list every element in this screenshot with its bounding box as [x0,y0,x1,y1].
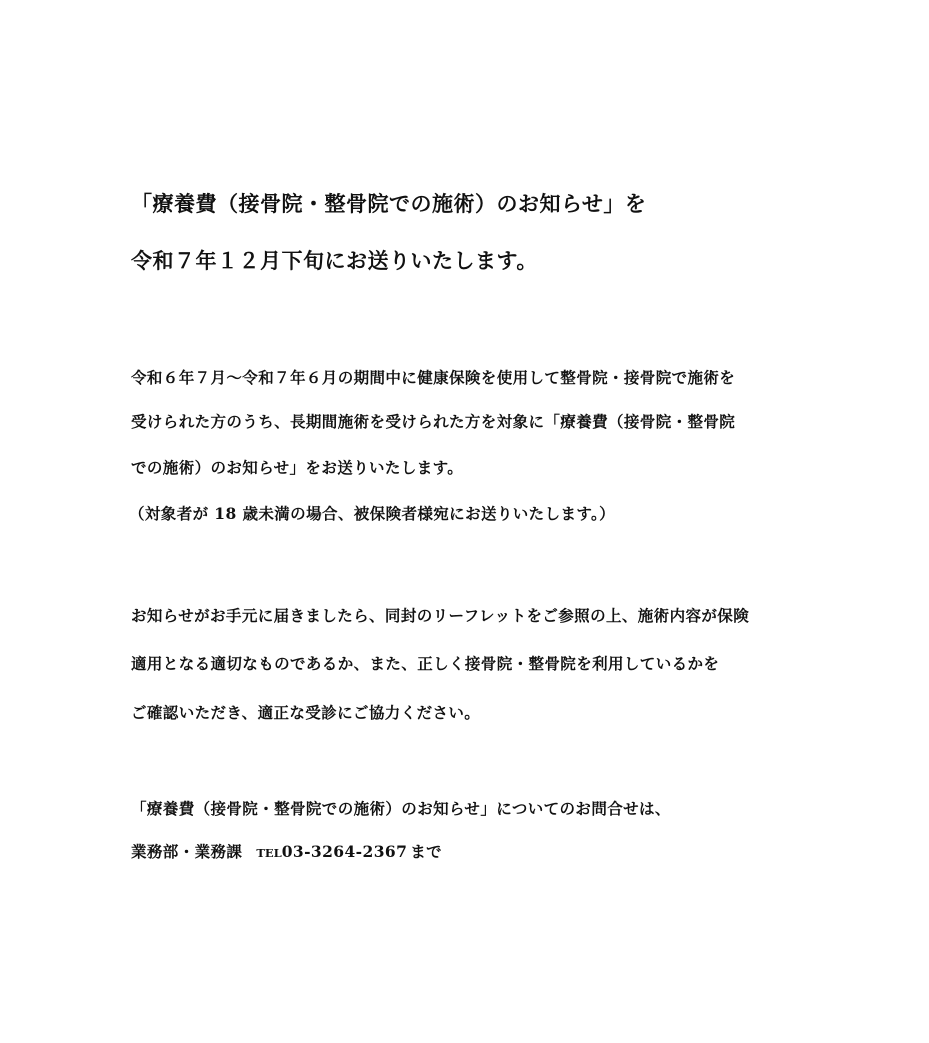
paragraph-line: お知らせがお手元に届きましたら、同封のリーフレットをご参照の上、施術内容が保険 [131,606,750,625]
telephone-mark: TEL [256,846,282,860]
paragraph-line: での施術）のお知らせ」をお送りいたします。 [131,458,464,477]
paragraph-line: 受けられた方のうち、長期間施術を受けられた方を対象に「療養費（接骨院・整骨院 [131,412,736,431]
paragraph-line: 適用となる適切なものであるか、また、正しく接骨院・整骨院を利用しているかを [131,654,720,673]
telephone-number: 03-3264-2367 [281,842,408,861]
notice-title-line-2: 令和７年１２月下旬にお送りいたします。 [131,248,538,273]
paragraph-note: （対象者が 18 歳未満の場合、被保険者様宛にお送りいたします。） [129,504,616,523]
notice-title-line-1: 「療養費（接骨院・整骨院での施術）のお知らせ」を [131,191,647,216]
contact-details [131,840,442,862]
paragraph-line: 令和６年７月〜令和７年６月の期間中に健康保険を使用して整骨院・接骨院で施術を [131,368,736,387]
contact-suffix: まで [410,842,443,861]
paragraph-line: ご確認いただき、適正な受診にご協力ください。 [131,703,481,722]
contact-intro: 「療養費（接骨院・整骨院での施術）のお知らせ」についてのお問合せは、 [131,799,671,818]
contact-department: 業務部・業務課 [131,842,243,861]
